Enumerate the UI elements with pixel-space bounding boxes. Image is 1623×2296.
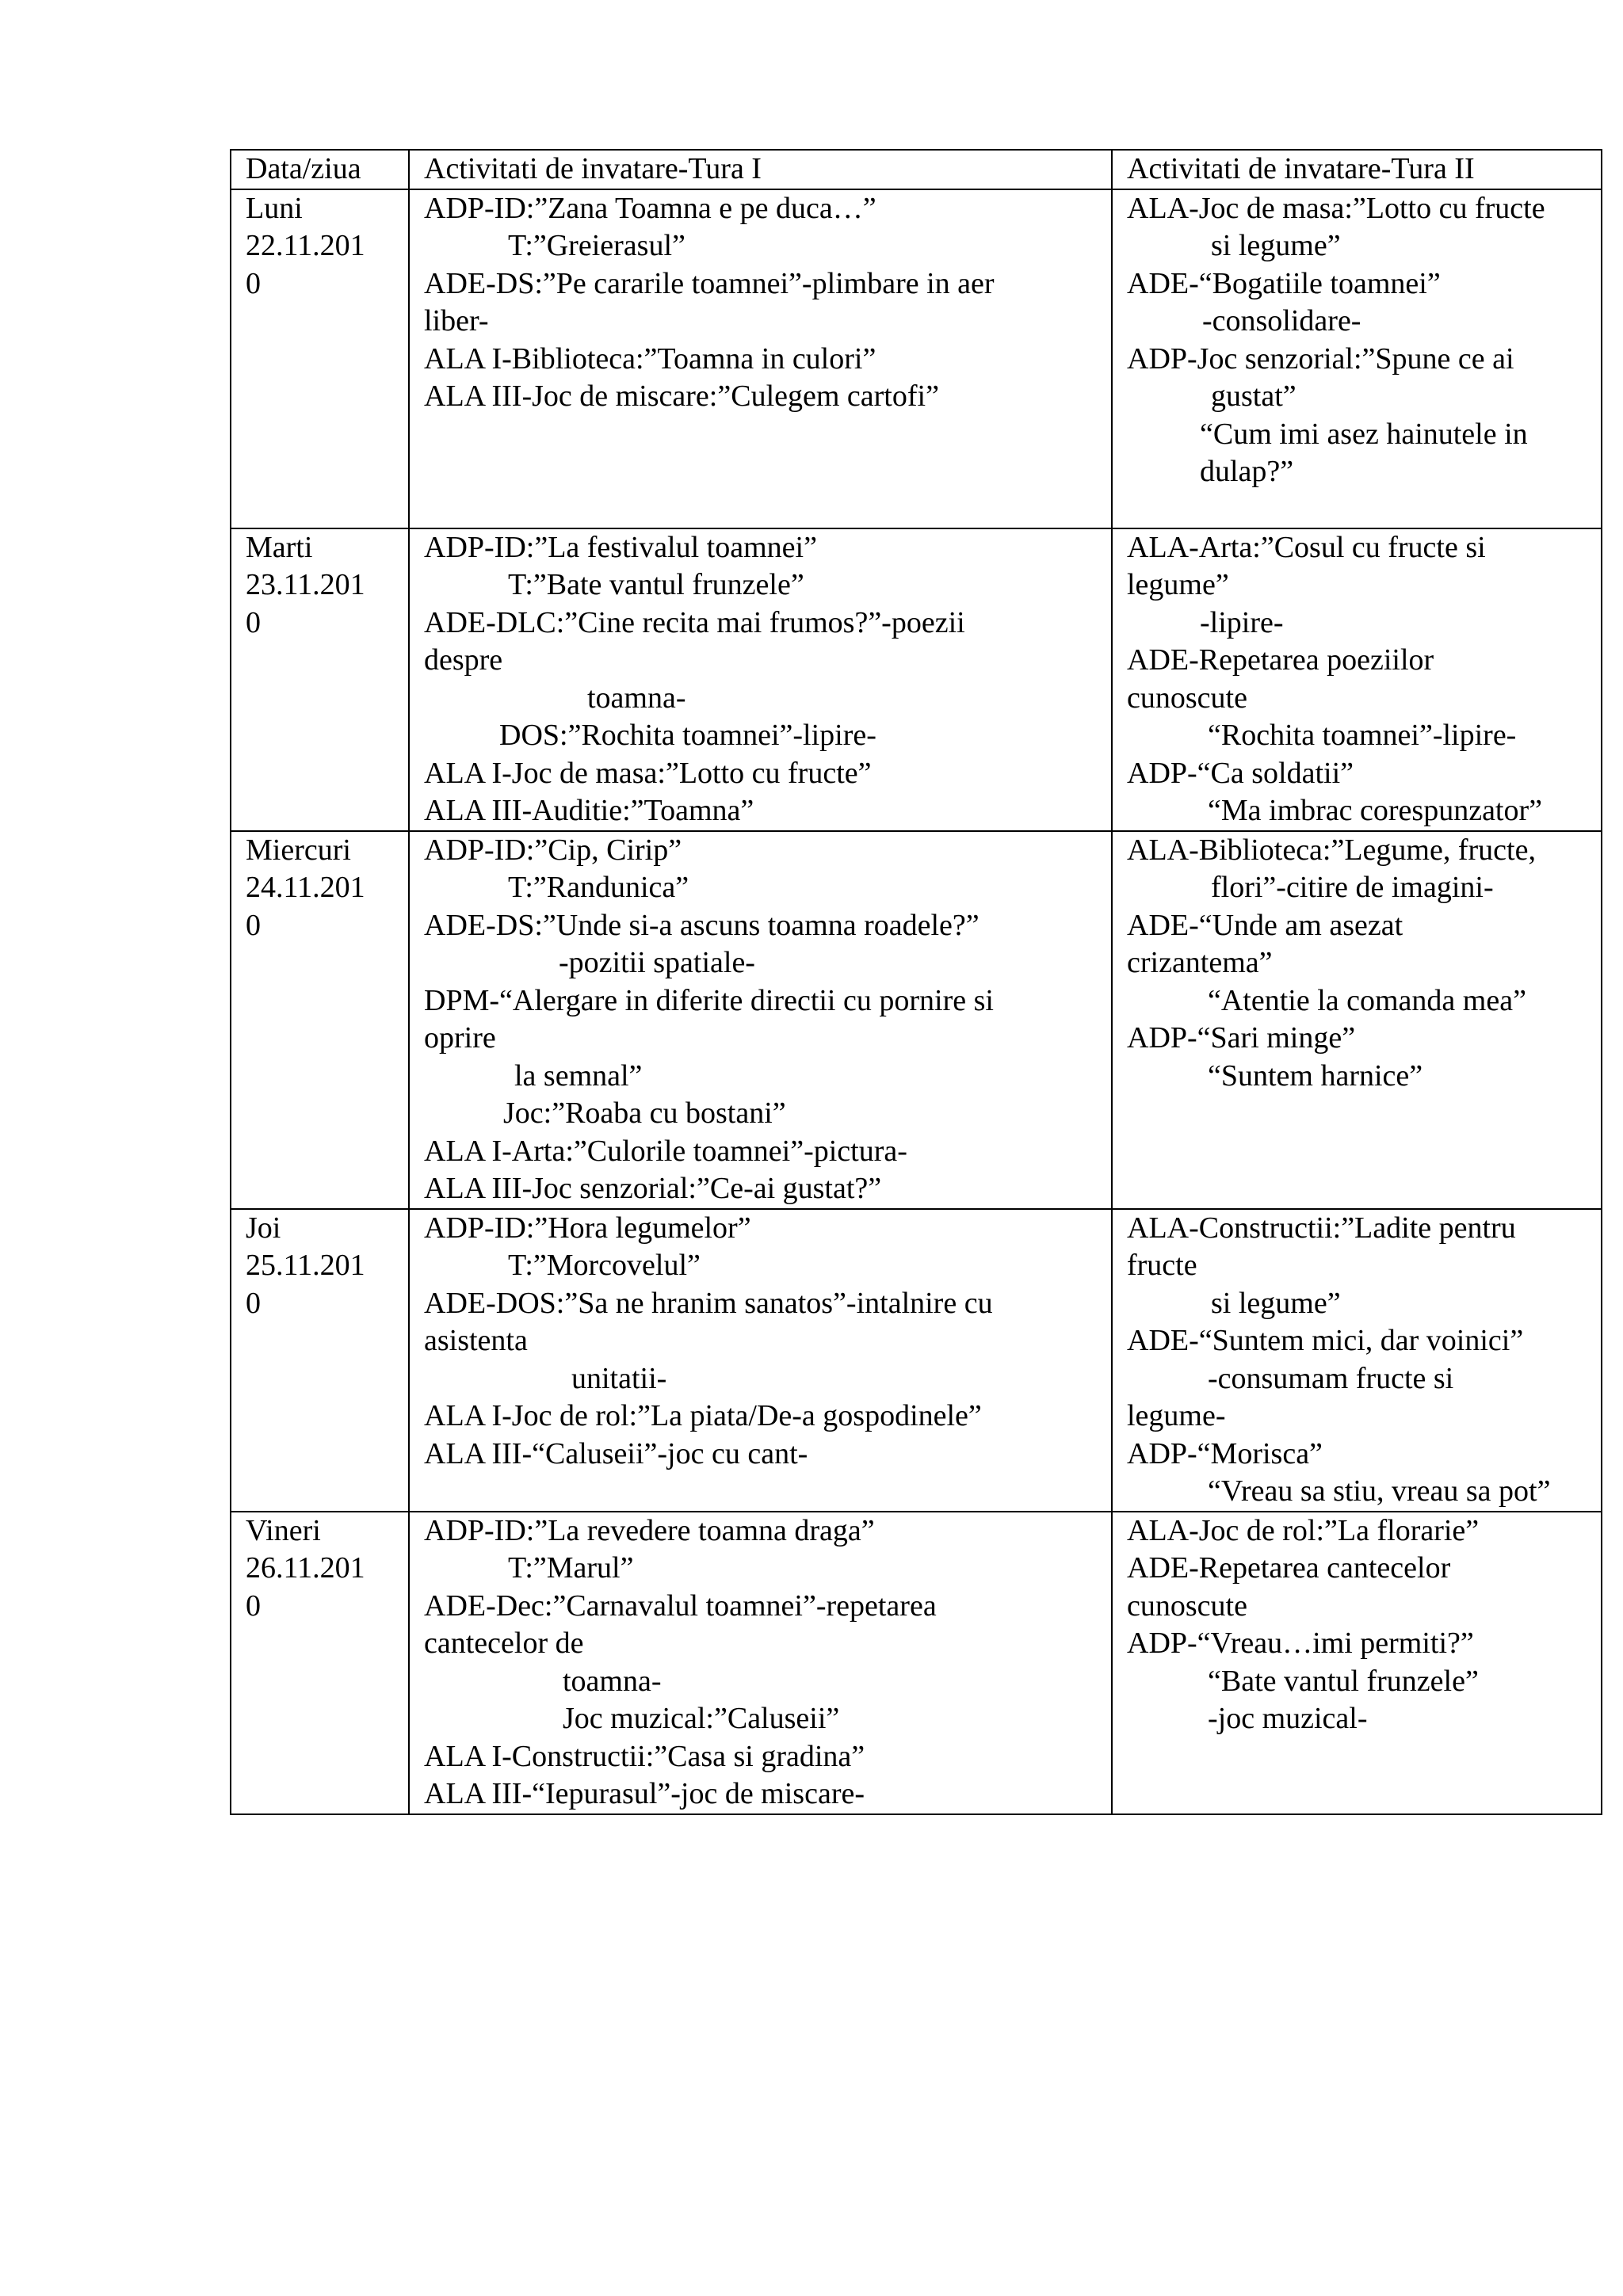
tura-1-cell [409, 528, 1112, 831]
activity-line: toamna- [587, 681, 686, 715]
activity-line: ADE-Repetarea cantecelor [1127, 1551, 1451, 1585]
activity-line: ALA I-Joc de masa:”Lotto cu fructe” [424, 756, 872, 790]
activity-line: ADP-Joc senzorial:”Spune ce ai [1127, 341, 1514, 376]
activity-line: ALA I-Constructii:”Casa si gradina” [424, 1739, 865, 1773]
day-date: 23.11.201 [246, 568, 365, 601]
activity-line: ALA I-Joc de rol:”La piata/De-a gospodinele” [424, 1399, 982, 1432]
activity-line: ADP-“Ca soldatii” [1127, 756, 1354, 790]
table-row [231, 1209, 1602, 1512]
header-tura-2: Activitati de invatare-Tura II [1112, 150, 1602, 189]
activity-line: ALA-Joc de rol:”La florarie” [1127, 1513, 1480, 1547]
day-cell [231, 831, 409, 1209]
day-name: Luni [246, 191, 303, 225]
activity-line: “Cum imi asez hainutele in [1200, 417, 1528, 451]
table-row [231, 831, 1602, 1209]
tura-1-cell [409, 1209, 1112, 1512]
activity-line: ALA-Joc de masa:”Lotto cu fructe [1127, 191, 1545, 225]
header-day: Data/ziua [231, 150, 409, 189]
activity-line: ALA III-“Iepurasul”-joc de miscare- [424, 1777, 865, 1810]
tura-2-cell [1112, 528, 1602, 831]
activity-line: toamna- [563, 1664, 662, 1698]
activity-line: DOS:”Rochita toamnei”-lipire- [499, 719, 876, 752]
activity-line: ADP-“Sari minge” [1127, 1021, 1356, 1055]
activity-line: ALA III-Joc senzorial:”Ce-ai gustat?” [424, 1172, 882, 1205]
activity-line: ADP-“Vreau…imi permiti?” [1127, 1627, 1474, 1660]
activity-line: -joc muzical- [1208, 1702, 1368, 1735]
activity-line: “Rochita toamnei”-lipire- [1208, 719, 1517, 752]
day-date-cont: 0 [246, 266, 261, 300]
activity-line: ADP-ID:”Zana Toamna e pe duca…” [424, 191, 876, 225]
day-date-cont: 0 [246, 908, 261, 942]
activity-line: ADE-DS:”Unde si-a ascuns toamna roadele?” [424, 908, 980, 942]
tura-1-cell [409, 831, 1112, 1209]
activity-line: ADP-ID:”Cip, Cirip” [424, 833, 682, 867]
activity-line: ADE-“Suntem mici, dar voinici” [1127, 1324, 1524, 1357]
activity-line: ALA I-Arta:”Culorile toamnei”-pictura- [424, 1134, 907, 1168]
activity-line: ALA III-Auditie:”Toamna” [424, 794, 754, 827]
activity-line: ADP-ID:”La festivalul toamnei” [424, 530, 817, 564]
activity-line: -consolidare- [1202, 304, 1361, 338]
activity-line: DPM-“Alergare in diferite directii cu pornire si [424, 983, 994, 1017]
tura-2-cell [1112, 831, 1602, 1209]
day-cell [231, 1209, 409, 1512]
activity-line: ALA III-Joc de miscare:”Culegem cartofi” [424, 379, 939, 413]
activity-line: flori”-citire de imagini- [1211, 871, 1494, 904]
day-name: Miercuri [246, 833, 351, 867]
day-date: 26.11.201 [246, 1551, 365, 1585]
day-date-cont: 0 [246, 1589, 261, 1623]
day-cell [231, 528, 409, 831]
day-date-cont: 0 [246, 605, 261, 639]
activity-line: ADE-Repetarea poeziilor [1127, 643, 1434, 677]
activity-line: cantecelor de [424, 1627, 584, 1660]
activity-line: ADE-DLC:”Cine recita mai frumos?”-poezii [424, 605, 965, 639]
activity-line: ADE-“Unde am asezat [1127, 908, 1403, 942]
activity-line: ADP-ID:”Hora legumelor” [424, 1211, 751, 1245]
header-tura-1: Activitati de invatare-Tura I [409, 150, 1112, 189]
activity-line: T:”Marul” [508, 1551, 634, 1585]
activity-line: ADE-DOS:”Sa ne hranim sanatos”-intalnire cu [424, 1286, 993, 1320]
day-date: 25.11.201 [246, 1249, 365, 1282]
activity-line: cunoscute [1127, 681, 1247, 715]
activity-line: Joc muzical:”Caluseii” [563, 1702, 840, 1735]
activity-line: asistenta [424, 1324, 528, 1357]
activity-line: -consumam fructe si [1208, 1361, 1454, 1395]
activity-line: T:”Bate vantul frunzele” [508, 568, 804, 601]
tura-2-cell [1112, 1512, 1602, 1814]
day-name: Joi [246, 1211, 281, 1245]
day-date: 22.11.201 [246, 229, 365, 262]
day-cell [231, 1512, 409, 1814]
day-name: Vineri [246, 1513, 321, 1547]
activity-line: ADP-“Morisca” [1127, 1436, 1323, 1470]
activity-line: cunoscute [1127, 1589, 1247, 1623]
activity-line: ALA III-“Caluseii”-joc cu cant- [424, 1436, 808, 1470]
day-name: Marti [246, 530, 313, 564]
activity-schedule-table [230, 149, 1602, 1815]
day-cell [231, 189, 409, 528]
activity-line: gustat” [1211, 379, 1296, 413]
activity-line: legume” [1127, 568, 1229, 601]
activity-line: -lipire- [1200, 605, 1284, 639]
activity-line: “Atentie la comanda mea” [1208, 983, 1526, 1017]
activity-line: despre [424, 643, 503, 677]
activity-line: si legume” [1211, 1286, 1341, 1320]
tura-2-cell [1112, 1209, 1602, 1512]
activity-line: oprire [424, 1021, 496, 1055]
tura-2-cell [1112, 189, 1602, 528]
activity-line: Joc:”Roaba cu bostani” [503, 1097, 786, 1130]
activity-line: T:”Randunica” [508, 871, 689, 904]
activity-line: ADE-“Bogatiile toamnei” [1127, 266, 1441, 300]
table-row [231, 189, 1602, 528]
activity-line: fructe [1127, 1249, 1197, 1282]
activity-line: ALA-Constructii:”Ladite pentru [1127, 1211, 1516, 1245]
activity-line: “Suntem harnice” [1208, 1058, 1423, 1093]
activity-line: si legume” [1211, 229, 1341, 262]
table-row [231, 528, 1602, 831]
activity-line: “Bate vantul frunzele” [1208, 1664, 1479, 1698]
activity-line: “Ma imbrac corespunzator” [1208, 794, 1543, 827]
activity-line: legume- [1127, 1399, 1226, 1432]
day-date-cont: 0 [246, 1286, 261, 1320]
activity-line: “Vreau sa stiu, vreau sa pot” [1208, 1474, 1551, 1508]
activity-line: T:”Morcovelul” [508, 1249, 701, 1282]
activity-line: la semnal” [514, 1058, 643, 1093]
activity-line: ADE-Dec:”Carnavalul toamnei”-repetarea [424, 1589, 937, 1623]
activity-line: ADP-ID:”La revedere toamna draga” [424, 1513, 875, 1547]
activity-line: T:”Greierasul” [508, 229, 685, 262]
activity-line: dulap?” [1200, 455, 1294, 488]
header-row [231, 150, 1602, 189]
activity-line: -pozitii spatiale- [559, 946, 755, 979]
tura-1-cell [409, 1512, 1112, 1814]
activity-line: ALA-Arta:”Cosul cu fructe si [1127, 530, 1486, 564]
activity-line: ALA I-Biblioteca:”Toamna in culori” [424, 341, 876, 376]
tura-1-cell [409, 189, 1112, 528]
activity-line: ADE-DS:”Pe cararile toamnei”-plimbare in aer [424, 266, 995, 300]
day-date: 24.11.201 [246, 871, 365, 904]
activity-line: ALA-Biblioteca:”Legume, fructe, [1127, 833, 1536, 867]
table-row [231, 1512, 1602, 1814]
activity-line: crizantema” [1127, 946, 1273, 979]
activity-line: liber- [424, 304, 489, 338]
activity-line: unitatii- [571, 1361, 667, 1395]
